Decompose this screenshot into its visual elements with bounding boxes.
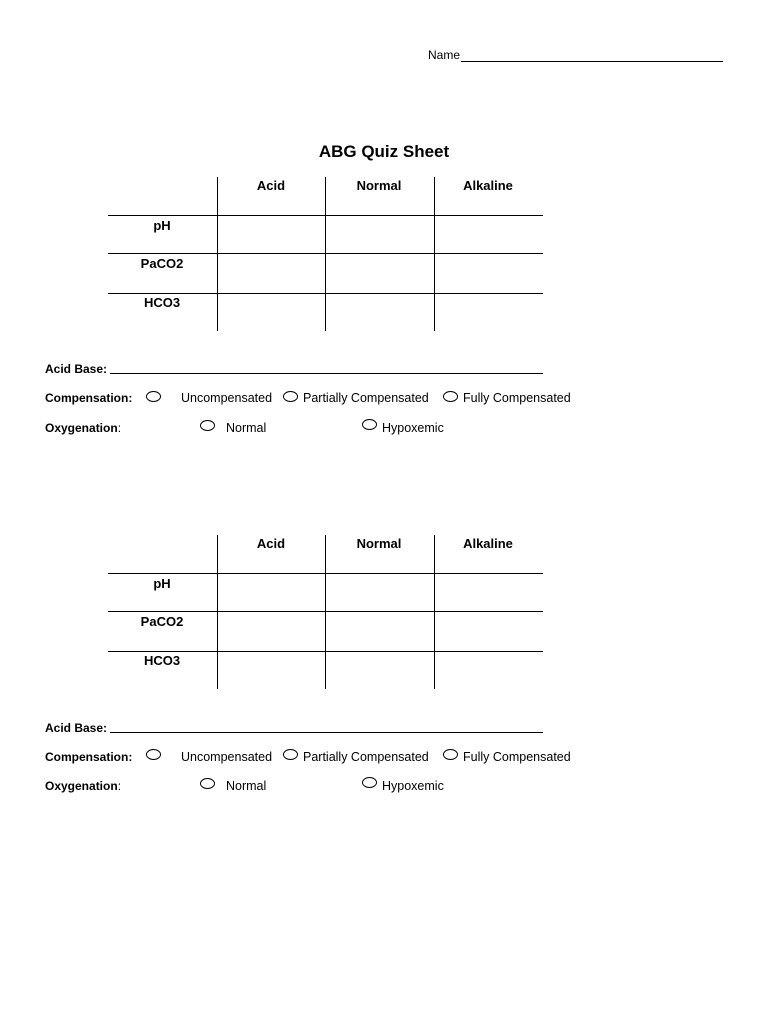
radio-partially-compensated[interactable] [283, 391, 298, 402]
radio-partially-compensated[interactable] [283, 749, 298, 760]
table-divider [217, 177, 218, 331]
name-label: Name [428, 48, 461, 62]
row-header-ph: pH [153, 576, 171, 591]
name-underline[interactable] [461, 49, 723, 62]
acid-base-label: Acid Base: [45, 362, 108, 376]
radio-fully-compensated[interactable] [443, 749, 458, 760]
table-divider [108, 253, 543, 254]
column-header-normal: Normal [356, 178, 402, 193]
table-divider [108, 215, 543, 216]
row-header-paco2: PaCO2 [140, 256, 184, 271]
table-divider [108, 293, 543, 294]
radio-oxygenation-hypoxemic[interactable] [362, 419, 377, 430]
option-oxygenation-normal: Normal [226, 779, 267, 793]
radio-oxygenation-normal[interactable] [200, 778, 215, 789]
column-header-alkaline: Alkaline [463, 178, 513, 193]
radio-uncompensated[interactable] [146, 749, 161, 760]
table-divider [108, 651, 543, 652]
row-header-ph: pH [153, 218, 171, 233]
radio-fully-compensated[interactable] [443, 391, 458, 402]
option-partially-compensated: Partially Compensated [303, 750, 429, 764]
option-uncompensated: Uncompensated [181, 750, 273, 764]
option-oxygenation-hypoxemic: Hypoxemic [382, 779, 444, 793]
table-divider [325, 177, 326, 331]
option-fully-compensated: Fully Compensated [463, 391, 571, 405]
row-header-paco2: PaCO2 [140, 614, 184, 629]
radio-oxygenation-normal[interactable] [200, 420, 215, 431]
abg-table-1 [108, 177, 543, 331]
radio-uncompensated[interactable] [146, 391, 161, 402]
row-header-hco3: HCO3 [143, 653, 181, 668]
table-divider [325, 535, 326, 689]
table-divider [434, 535, 435, 689]
option-oxygenation-normal: Normal [226, 421, 267, 435]
table-divider [108, 611, 543, 612]
column-header-acid: Acid [256, 536, 286, 551]
page-title: ABG Quiz Sheet [318, 142, 450, 161]
column-header-normal: Normal [356, 536, 402, 551]
table-divider [108, 573, 543, 574]
column-header-alkaline: Alkaline [463, 536, 513, 551]
name-field[interactable] [428, 48, 723, 62]
column-header-acid: Acid [256, 178, 286, 193]
compensation-label: Compensation: [45, 391, 133, 405]
option-uncompensated: Uncompensated [181, 391, 273, 405]
acid-base-label: Acid Base: [45, 721, 108, 735]
row-header-hco3: HCO3 [143, 295, 181, 310]
option-fully-compensated: Fully Compensated [463, 750, 571, 764]
oxygenation-label: Oxygenation: [45, 421, 122, 435]
abg-table-2 [108, 535, 543, 689]
acid-base-answer-line[interactable] [110, 373, 543, 374]
option-oxygenation-hypoxemic: Hypoxemic [382, 421, 444, 435]
oxygenation-label: Oxygenation: [45, 779, 122, 793]
radio-oxygenation-hypoxemic[interactable] [362, 777, 377, 788]
table-divider [434, 177, 435, 331]
option-partially-compensated: Partially Compensated [303, 391, 429, 405]
table-divider [217, 535, 218, 689]
compensation-label: Compensation: [45, 750, 133, 764]
acid-base-answer-line[interactable] [110, 732, 543, 733]
